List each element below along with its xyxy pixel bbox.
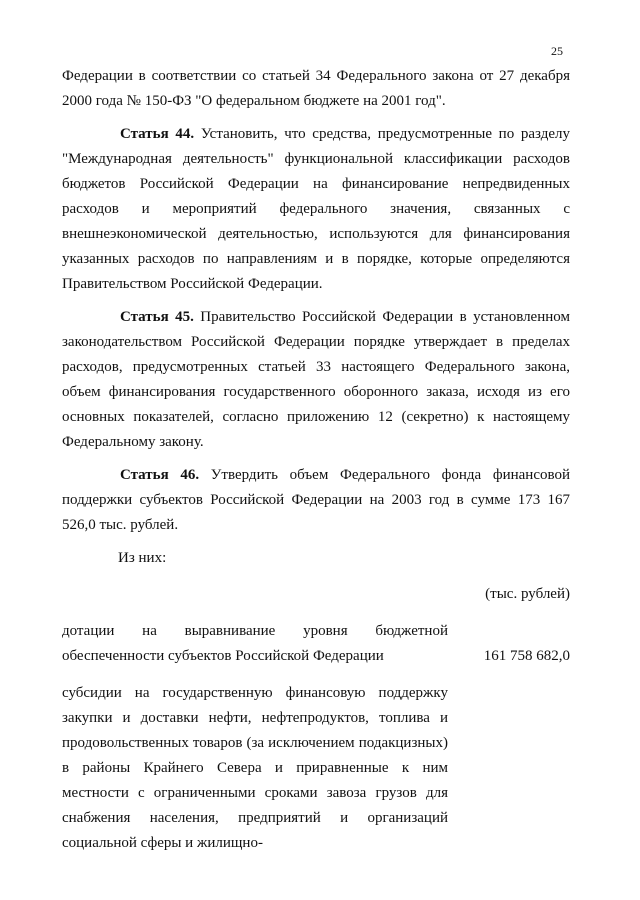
article-45 bbox=[62, 305, 570, 455]
item-row-support bbox=[62, 681, 448, 856]
article-44-title: Статья 44. bbox=[120, 126, 195, 142]
article-46 bbox=[62, 463, 570, 538]
unit-label: (тыс. рублей) bbox=[485, 586, 570, 602]
article-45-text: Правительство Российской Федерации в установленном законодательством Российской Федерации порядке утверждает в пределах расходов, предусмотренных статьей 33 настоящего Федерального закона, объем финансирования государственного оборонного заказа, исходя из его основных показателей, согласно приложению 12 (секретно) к настоящему Федеральному закону. bbox=[62, 309, 570, 450]
document-body bbox=[62, 64, 570, 856]
article-46-title: Статья 46. bbox=[120, 467, 200, 483]
item-label: субсидии на государственную финансовую поддержку закупки и доставки нефти, нефтепродуктов, топлива и продовольственных товаров (за исключением подакцизных) в районы Крайнего Севера и приравненные к ним местности с ограниченными сроками завоза грузов для снабжения населения, предприятий и организаций социальной сферы и жилищно- bbox=[62, 685, 448, 851]
item-value: 161 758 682,0 bbox=[483, 648, 570, 664]
paragraph-continuation: Федерации в соответствии со статьей 34 Федерального закона от 27 декабря 2000 года № 150-ФЗ "О федеральном бюджете на 2001 год". bbox=[62, 68, 570, 109]
article-44 bbox=[62, 122, 570, 297]
article-44-text: Установить, что средства, предусмотренные по разделу "Международная деятельность" функциональной классификации расходов бюджетов Российской Федерации на финансирование непредвиденных расходов и мероприятий федерального значения, связанных с внешнеэкономической деятельностью, используются для финансирования указанных расходов по направлениям и в порядке, которые определяются Правительством Российской Федерации. bbox=[62, 126, 570, 292]
item-label: дотации на выравнивание уровня бюджетной обеспеченности субъектов Российской Федерации bbox=[62, 623, 448, 664]
article-45-title: Статья 45. bbox=[120, 309, 194, 325]
from-them-label: Из них: bbox=[118, 550, 167, 566]
page-number: 25 bbox=[551, 44, 563, 58]
article-46-text: Утвердить объем Федерального фонда финансовой поддержки субъектов Российской Федерации на 2003 год в сумме 173 167 526,0 тыс. рублей. bbox=[62, 467, 570, 533]
item-row-subsidies bbox=[62, 619, 570, 669]
